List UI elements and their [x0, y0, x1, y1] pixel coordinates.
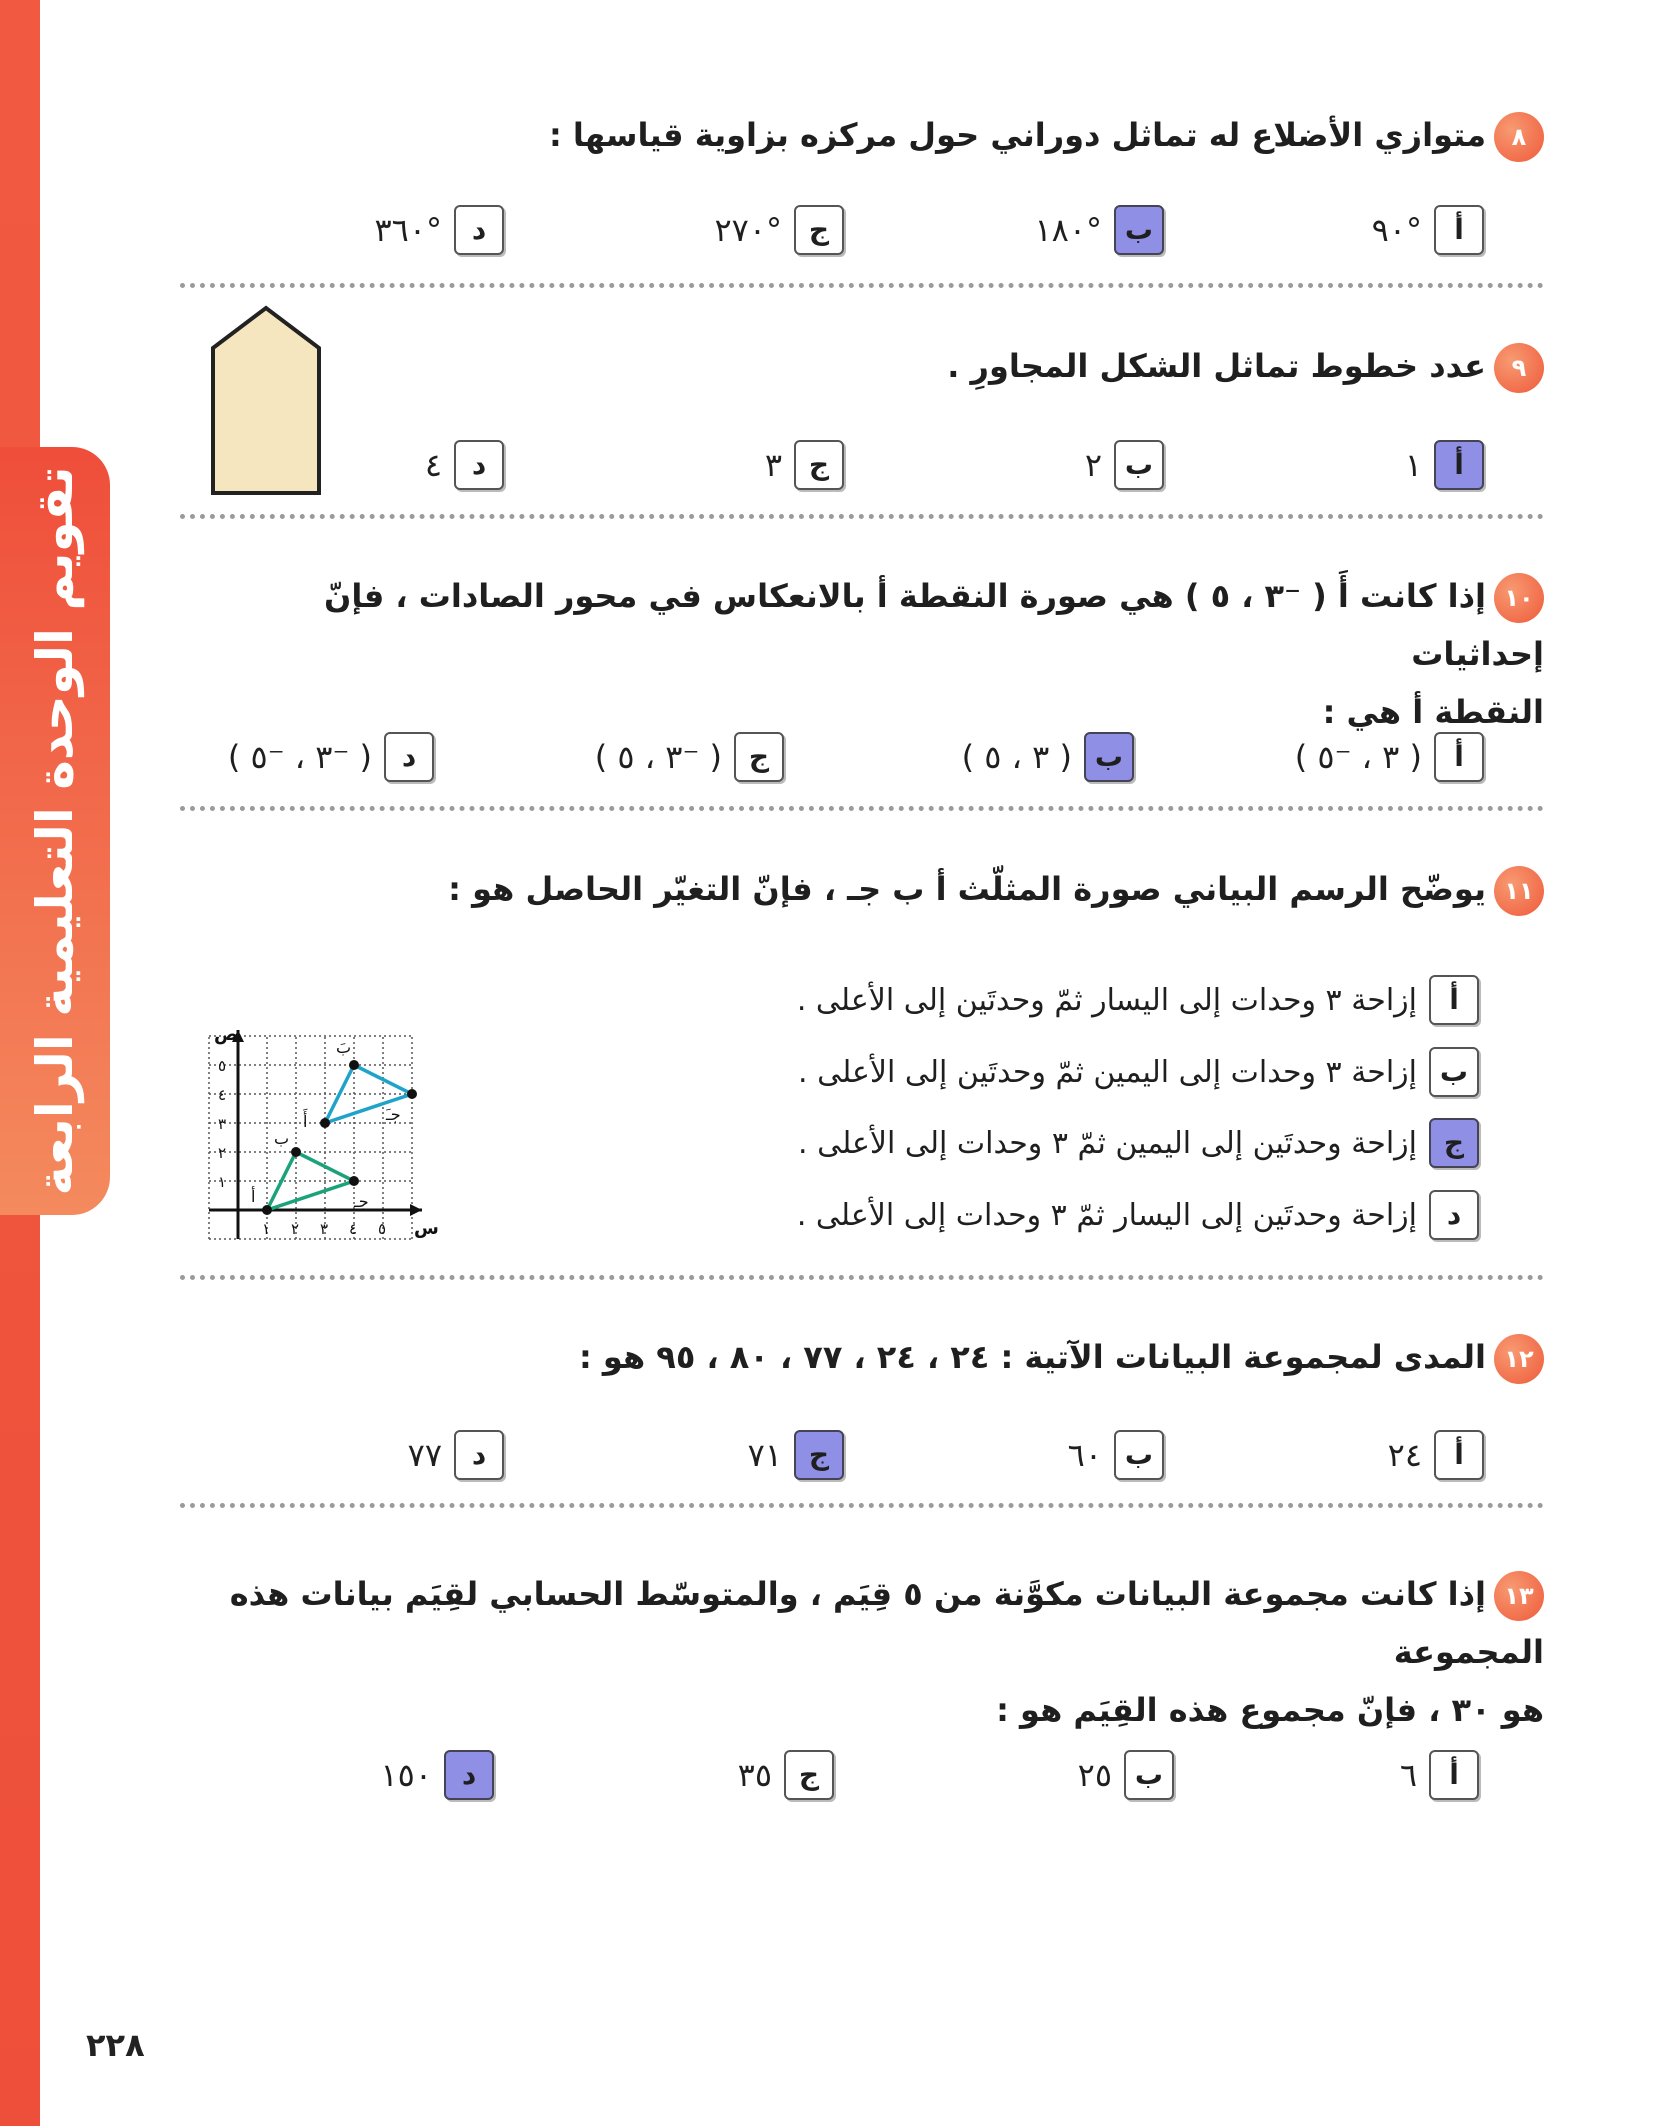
answer-option[interactable] [1085, 440, 1164, 490]
option-text: ٢٥ [1077, 1756, 1112, 1794]
question-text-line-1: إذا كانت أَ ( ⁻٣ ، ٥ ) هي صورة النقطة أ بالانعكاس في محور الصادات ، فإنّ إحداثيات [324, 577, 1544, 673]
question-number-badge: ١١ [1494, 866, 1544, 916]
option-text: ( ⁻٣ ، ٥ ) [594, 738, 722, 776]
answer-option[interactable] [1068, 1430, 1164, 1480]
option-letter-box[interactable]: د [384, 732, 434, 782]
option-letter-box[interactable]: أ [1434, 1430, 1484, 1480]
dotted-separator [180, 1275, 1544, 1280]
image-triangle-vertex [407, 1089, 417, 1099]
option-text: ٤ [424, 446, 442, 484]
original-triangle-vertex-label: جـ [354, 1192, 369, 1211]
original-triangle-vertex-label: أ [251, 1187, 256, 1206]
option-letter-box[interactable]: د [454, 205, 504, 255]
original-triangle-vertex-label: ب [274, 1129, 290, 1148]
image-triangle-vertex-label: أَ [303, 1112, 308, 1131]
option-text: ٣ [764, 446, 782, 484]
option-text: °٢٧٠ [714, 211, 782, 249]
option-letter-box[interactable]: ج [734, 732, 784, 782]
x-tick-label: ٢ [291, 1220, 300, 1238]
option-letter-box[interactable]: د [454, 1430, 504, 1480]
option-text: إزاحة ٣ وحدات إلى اليمين ثمّ وحدتَين إلى الأعلى . [798, 1054, 1417, 1090]
answer-option[interactable] [595, 732, 784, 782]
answer-option[interactable] [1078, 1750, 1174, 1800]
answer-option[interactable] [765, 440, 844, 490]
option-letter-box[interactable]: ب [1114, 205, 1164, 255]
pentagon-shape [206, 300, 326, 500]
coordinate-graph [208, 948, 508, 1243]
answer-option[interactable] [228, 732, 434, 782]
y-tick-label: ١ [218, 1173, 227, 1191]
question-number-badge: ١٣ [1494, 1571, 1544, 1621]
y-tick-label: ٢ [218, 1144, 227, 1162]
y-tick-label: ٣ [218, 1115, 227, 1133]
image-triangle-vertex [320, 1118, 330, 1128]
answer-option[interactable] [748, 1430, 844, 1480]
option-letter-box[interactable]: ج [794, 440, 844, 490]
image-triangle-vertex [349, 1060, 359, 1070]
answer-option[interactable] [714, 205, 844, 255]
option-letter-box[interactable]: ج [1429, 1118, 1479, 1168]
option-text: ٧١ [747, 1436, 782, 1474]
dotted-separator [180, 283, 1544, 288]
x-tick-label: ٤ [349, 1220, 358, 1238]
answer-option[interactable] [1034, 205, 1164, 255]
x-axis-arrow [410, 1204, 422, 1216]
x-tick-label: ١ [262, 1220, 271, 1238]
option-letter-box[interactable]: ب [1114, 1430, 1164, 1480]
option-letter-box[interactable]: د [1429, 1190, 1479, 1240]
option-text: إزاحة وحدتَين إلى اليسار ثمّ ٣ وحدات إلى الأعلى . [796, 1197, 1417, 1233]
option-letter-box[interactable]: أ [1434, 205, 1484, 255]
option-letter-box[interactable]: ج [794, 205, 844, 255]
option-letter-box[interactable]: د [444, 1750, 494, 1800]
y-tick-label: ٥ [218, 1057, 227, 1075]
answer-option[interactable] [425, 440, 504, 490]
answer-option[interactable] [962, 732, 1134, 782]
question-number-badge: ٨ [1494, 112, 1544, 162]
answer-option[interactable] [1295, 732, 1484, 782]
question-number-badge: ٩ [1494, 343, 1544, 393]
option-letter-box[interactable]: د [454, 440, 504, 490]
image-triangle-vertex-label: بَ [336, 1038, 352, 1057]
option-letter-box[interactable]: ب [1124, 1750, 1174, 1800]
question-8 [214, 106, 1544, 164]
answer-option[interactable] [1405, 440, 1484, 490]
question-10 [214, 567, 1544, 741]
image-triangle-vertex-label: جـَ [386, 1105, 401, 1124]
dotted-separator [180, 1503, 1544, 1508]
x-tick-label: ٥ [378, 1220, 387, 1238]
option-letter-box[interactable]: ب [1429, 1047, 1479, 1097]
option-text: °١٨٠ [1034, 211, 1102, 249]
option-text: ( ⁻٣ ، ⁻٥ ) [227, 738, 372, 776]
option-letter-box[interactable]: أ [1434, 440, 1484, 490]
question-number-badge: ١٢ [1494, 1334, 1544, 1384]
answer-option[interactable] [797, 975, 1479, 1025]
question-text-line-2: النقطة أ هي : [1322, 693, 1544, 731]
question-text: عدد خطوط تماثل الشكل المجاورِ . [947, 347, 1486, 385]
option-text: ( ٣ ، ٥ ) [961, 738, 1072, 776]
original-triangle-vertex [349, 1176, 359, 1186]
original-triangle-vertex [262, 1205, 272, 1215]
question-11 [214, 860, 1544, 918]
option-text: ١ [1404, 446, 1422, 484]
x-tick-label: ٣ [320, 1220, 329, 1238]
page-number: ٢٢٨ [86, 2026, 145, 2064]
answer-option[interactable] [797, 1190, 1479, 1240]
option-letter-box[interactable]: ج [794, 1430, 844, 1480]
question-text: المدى لمجموعة البيانات الآتية : ٢٤ ، ٢٤ ، ٧٧ ، ٨٠ ، ٩٥ هو : [578, 1338, 1486, 1376]
answer-option[interactable] [1388, 1430, 1484, 1480]
answer-option[interactable] [1372, 205, 1484, 255]
dotted-separator [180, 806, 1544, 811]
question-12 [214, 1328, 1544, 1386]
question-text-line-2: هو ٣٠ ، فإنّ مجموع هذه القِيَم هو : [996, 1691, 1544, 1729]
x-axis-label: س [414, 1218, 439, 1239]
option-text: ١٥٠ [380, 1756, 432, 1794]
answer-option[interactable] [738, 1750, 834, 1800]
option-letter-box[interactable]: ج [784, 1750, 834, 1800]
question-text: يوضّح الرسم البياني صورة المثلّث أ ب جـ ، فإنّ التغيّر الحاصل هو : [448, 870, 1486, 908]
option-text: ٧٧ [407, 1436, 442, 1474]
answer-option[interactable] [380, 1750, 494, 1800]
option-text: إزاحة وحدتَين إلى اليمين ثمّ ٣ وحدات إلى الأعلى . [798, 1125, 1417, 1161]
question-13 [214, 1565, 1544, 1739]
option-text: ٢ [1084, 446, 1102, 484]
option-text: °٣٦٠ [374, 211, 442, 249]
dotted-separator [180, 514, 1544, 519]
option-text: ٦٠ [1067, 1436, 1102, 1474]
y-axis-label: ص [214, 1024, 239, 1045]
original-triangle-vertex [291, 1147, 301, 1157]
option-text: ٢٤ [1387, 1436, 1422, 1474]
answer-option[interactable] [374, 205, 504, 255]
option-letter-box[interactable]: أ [1429, 1750, 1479, 1800]
option-text: إزاحة ٣ وحدات إلى اليسار ثمّ وحدتَين إلى الأعلى . [796, 982, 1417, 1018]
question-number-badge: ١٠ [1494, 573, 1544, 623]
question-9 [214, 337, 1544, 395]
answer-option[interactable] [798, 1118, 1479, 1168]
option-letter-box[interactable]: أ [1434, 732, 1484, 782]
answer-option[interactable] [798, 1047, 1479, 1097]
option-text: ٦ [1399, 1756, 1417, 1794]
option-letter-box[interactable]: ب [1084, 732, 1134, 782]
option-letter-box[interactable]: أ [1429, 975, 1479, 1025]
option-text: ٣٥ [737, 1756, 772, 1794]
answer-option[interactable] [408, 1430, 504, 1480]
y-tick-label: ٤ [218, 1086, 227, 1104]
answer-option[interactable] [1400, 1750, 1479, 1800]
option-text: °٩٠ [1371, 211, 1422, 249]
question-text-line-1: إذا كانت مجموعة البيانات مكوَّنة من ٥ قِيَم ، والمتوسّط الحسابي لقِيَم بيانات هذه المجموعة [229, 1575, 1544, 1671]
option-letter-box[interactable]: ب [1114, 440, 1164, 490]
question-text: متوازي الأضلاع له تماثل دوراني حول مركزه بزاوية قياسها : [548, 116, 1486, 154]
option-text: ( ٣ ، ⁻٥ ) [1294, 738, 1422, 776]
